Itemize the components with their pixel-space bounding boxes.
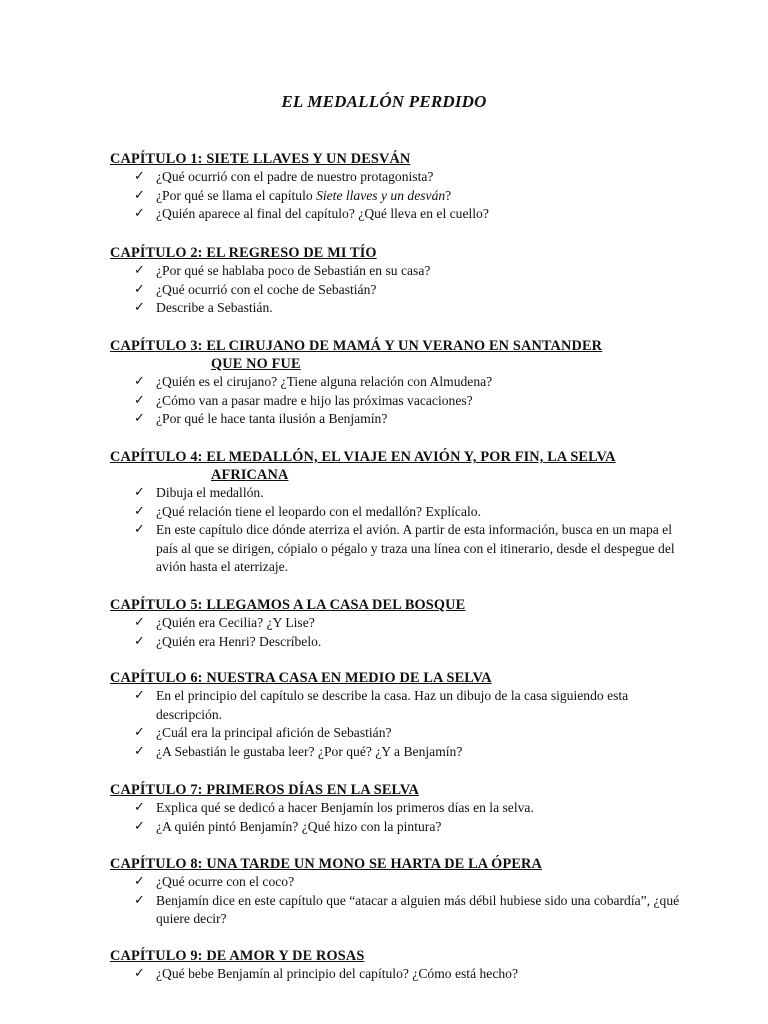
chapter-heading [110, 781, 690, 799]
chapter-section [110, 448, 690, 577]
question-text: ¿Qué ocurrió con el padre de nuestro protagonista? [156, 169, 434, 184]
question-text: ¿Cómo van a pasar madre e hijo las próximas vacaciones? [156, 392, 473, 408]
checkmark-icon: ✓ [134, 743, 145, 759]
checkmark-icon: ✓ [134, 874, 145, 889]
chapter-section [110, 150, 690, 224]
question-text: ¿Qué ocurrió con el coche de Sebastián? [156, 281, 377, 297]
question-text: Dibuja el medallón. [156, 485, 264, 500]
question-item [110, 633, 690, 652]
checkmark-icon: ✓ [134, 522, 145, 537]
chapter-heading-line: CAPÍTULO 1: SIETE LLAVES Y UN DESVÁN [110, 151, 411, 167]
checkmark-icon: ✓ [134, 800, 145, 815]
chapter-heading [110, 669, 690, 687]
checkmark-icon: ✓ [134, 374, 145, 389]
question-item [110, 187, 690, 206]
chapter-section [110, 244, 690, 318]
chapter-heading-line: CAPÍTULO 7: PRIMEROS DÍAS EN LA SELVA [110, 782, 420, 798]
question-text: ¿Qué bebe Benjamín al principio del capítulo? ¿Cómo está hecho? [156, 966, 518, 981]
question-item [110, 892, 690, 929]
question-text [156, 187, 690, 206]
checkmark-icon: ✓ [134, 187, 145, 203]
question-item [110, 503, 690, 522]
checkmark-icon: ✓ [134, 615, 145, 630]
question-item [110, 521, 690, 577]
question-list [110, 873, 690, 929]
chapter-heading-line: QUE NO FUE [211, 356, 301, 372]
chapter-heading-line: AFRICANA [211, 467, 289, 483]
question-list [110, 965, 690, 984]
chapter-section [110, 669, 690, 761]
checkmark-icon: ✓ [134, 485, 145, 500]
question-text: Describe a Sebastián. [156, 300, 273, 315]
question-item [110, 205, 690, 224]
checkmark-icon: ✓ [134, 281, 145, 297]
chapter-heading-line: CAPÍTULO 5: LLEGAMOS A LA CASA DEL BOSQUE [110, 597, 466, 613]
question-list [110, 262, 690, 318]
checkmark-icon: ✓ [134, 263, 145, 278]
question-item [110, 818, 690, 837]
checkmark-icon: ✓ [134, 300, 145, 315]
chapter-heading [110, 947, 690, 965]
question-text: ¿A quién pintó Benjamín? ¿Qué hizo con la pintura? [156, 818, 442, 834]
question-item [110, 799, 690, 818]
checkmark-icon: ✓ [134, 892, 145, 908]
chapter-heading [110, 150, 690, 168]
question-text: ¿Quién aparece al final del capítulo? ¿Qué lleva en el cuello? [156, 206, 489, 221]
checkmark-icon: ✓ [134, 169, 145, 184]
chapter-heading-line: CAPÍTULO 9: DE AMOR Y DE ROSAS [110, 948, 365, 964]
question-text: ¿Por qué le hace tanta ilusión a Benjamín? [156, 411, 388, 426]
chapter-heading [110, 596, 690, 614]
question-item [110, 262, 690, 281]
question-text-part: ¿Por qué se llama el capítulo [156, 187, 317, 203]
question-item [110, 687, 690, 724]
document-title: EL MEDALLÓN PERDIDO [281, 92, 487, 111]
question-item [110, 168, 690, 187]
chapter-section [110, 947, 690, 984]
checkmark-icon: ✓ [134, 503, 145, 519]
question-text: ¿Cuál era la principal afición de Sebastián? [156, 725, 392, 740]
checkmark-icon: ✓ [134, 818, 145, 834]
question-item [110, 299, 690, 318]
chapter-section [110, 596, 690, 651]
question-text: En este capítulo dice dónde aterriza el avión. A partir de esta información, busca en un mapa el país al que se dirigen, cópialo o pégalo y traza una línea con el itinerario, desde el despegue del avión hasta el aterrizaje. [156, 522, 675, 574]
question-text: ¿Qué ocurre con el coco? [156, 874, 295, 889]
question-text: ¿Quién era Henri? Descríbelo. [156, 633, 322, 649]
question-list [110, 484, 690, 577]
checkmark-icon: ✓ [134, 392, 145, 408]
chapter-heading-line: CAPÍTULO 4: EL MEDALLÓN, EL VIAJE EN AVIÓN Y, POR FIN, LA SELVA [110, 449, 616, 465]
question-text: ¿Quién es el cirujano? ¿Tiene alguna relación con Almudena? [156, 374, 493, 389]
question-item [110, 743, 690, 762]
checkmark-icon: ✓ [134, 633, 145, 649]
question-item [110, 373, 690, 392]
question-item [110, 392, 690, 411]
checkmark-icon: ✓ [134, 725, 145, 740]
question-list [110, 687, 690, 761]
chapter-section [110, 855, 690, 929]
question-list [110, 168, 690, 224]
question-text: Benjamín dice en este capítulo que “atacar a alguien más débil hubiese sido una cobardía”, ¿qué quiere decir? [156, 892, 680, 926]
question-item [110, 410, 690, 429]
question-text: ¿Quién era Cecilia? ¿Y Lise? [156, 615, 315, 630]
question-text: ¿A Sebastián le gustaba leer? ¿Por qué? ¿Y a Benjamín? [156, 743, 463, 759]
question-text-part: ? [445, 187, 452, 203]
chapter-section [110, 337, 690, 429]
question-item [110, 724, 690, 743]
chapter-heading [110, 855, 690, 873]
chapter-heading-line: CAPÍTULO 6: NUESTRA CASA EN MEDIO DE LA SELVA [110, 670, 492, 686]
chapter-name-italic: Siete llaves y un desván [316, 187, 446, 203]
chapter-heading [110, 244, 690, 262]
chapter-section [110, 781, 690, 836]
checkmark-icon: ✓ [134, 411, 145, 426]
question-text: En el principio del capítulo se describe la casa. Haz un dibujo de la casa siguiendo esta descripción. [156, 688, 629, 722]
question-item [110, 281, 690, 300]
question-list [110, 614, 690, 651]
question-item [110, 965, 690, 984]
chapter-heading [110, 337, 690, 373]
chapter-heading-line: CAPÍTULO 2: EL REGRESO DE MI TÍO [110, 245, 377, 261]
chapter-heading-line: CAPÍTULO 3: EL CIRUJANO DE MAMÁ Y UN VERANO EN SANTANDER [110, 338, 603, 354]
chapter-heading [110, 448, 690, 484]
question-item [110, 484, 690, 503]
question-list [110, 373, 690, 429]
question-text: ¿Por qué se hablaba poco de Sebastián en su casa? [156, 263, 431, 278]
question-text: Explica qué se dedicó a hacer Benjamín los primeros días en la selva. [156, 800, 534, 815]
chapter-heading-line: CAPÍTULO 8: UNA TARDE UN MONO SE HARTA DE LA ÓPERA [110, 856, 542, 872]
checkmark-icon: ✓ [134, 966, 145, 981]
question-item [110, 614, 690, 633]
question-list [110, 799, 690, 836]
checkmark-icon: ✓ [134, 206, 145, 221]
question-text: ¿Qué relación tiene el leopardo con el medallón? Explícalo. [156, 503, 481, 519]
checkmark-icon: ✓ [134, 688, 145, 703]
question-item [110, 873, 690, 892]
